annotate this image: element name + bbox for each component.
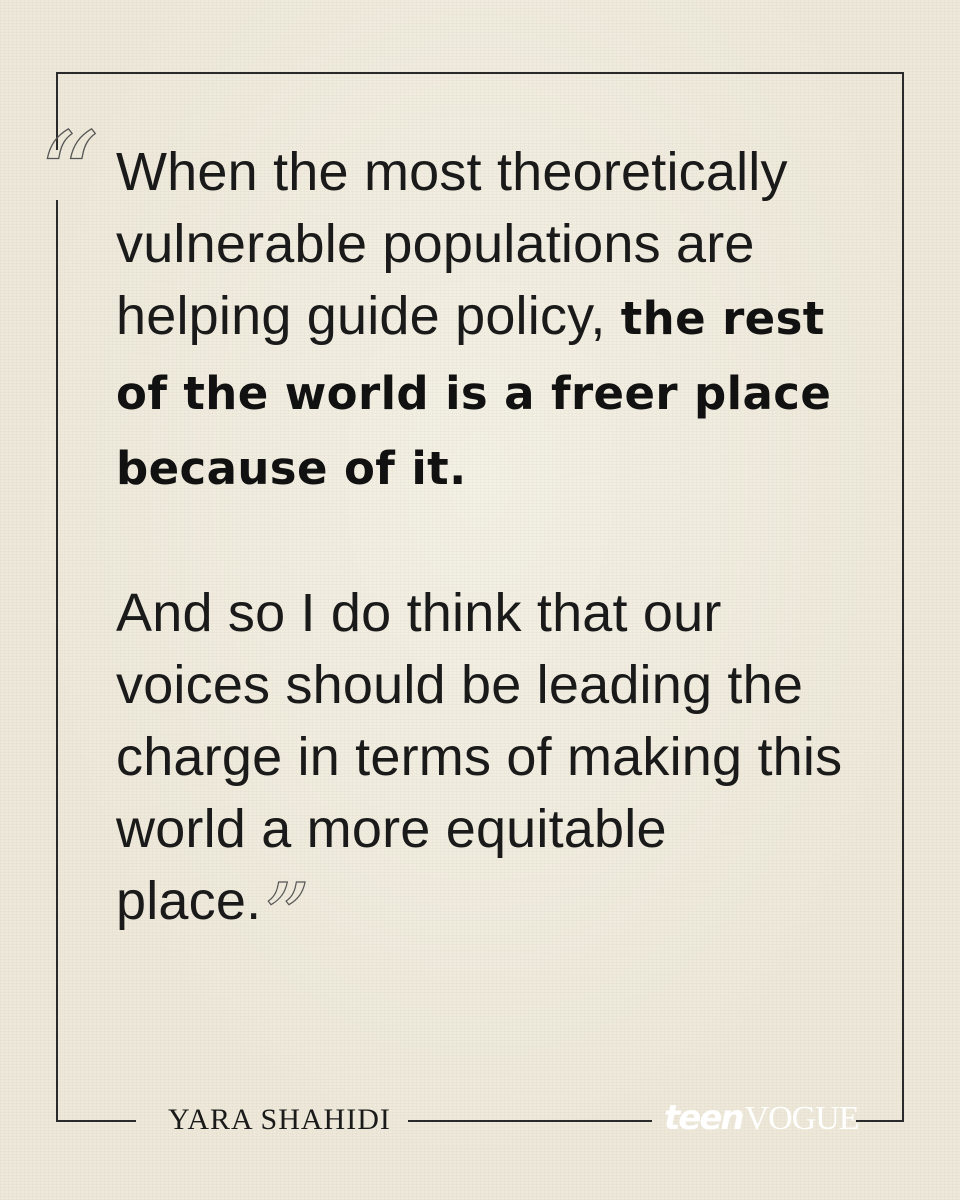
quote-paragraph-2 [116,577,876,971]
quote-paragraph-1 [116,136,876,505]
attribution-name: YARA SHAHIDI [168,1103,391,1136]
quote-paragraph-1-plain: When the most theoretically vulnerable populations are helping guide policy, [116,142,788,346]
open-quote-mark-icon: “ [38,108,100,247]
logo-vogue-text: VOGUE [744,1100,859,1137]
teen-vogue-logo [664,1098,859,1142]
quote-paragraph-1-bold: the rest of the world is a freer place because of it. [116,292,832,495]
frame-bottom-right-line [856,1120,904,1122]
quote-paragraph-2-text: And so I do think that our voices should be leading the charge in terms of making this world a more equitable place. [116,583,843,931]
close-quote-mark-icon: ” [263,864,311,971]
frame-right-line [902,72,904,1122]
logo-teen-text: teen [664,1098,743,1138]
frame-top-line [56,72,904,74]
frame-bottom-left-line [56,1120,136,1122]
frame-left-lower-line [56,200,58,1122]
frame-bottom-middle-line [408,1120,652,1122]
quote-body [116,136,876,971]
